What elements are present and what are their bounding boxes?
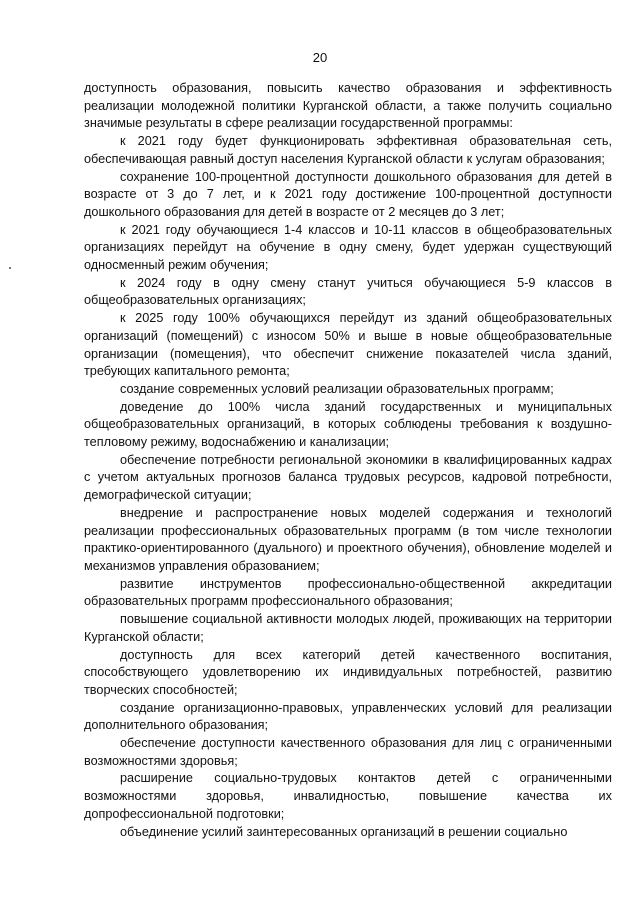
paragraph: объединение усилий заинтересованных организаций в решении социально (120, 824, 568, 839)
paragraph: доступность образования, повысить качество образования и эффективность реализации молодежной политики Курганской области, а также получить социально значимые результаты в сфере реализации государственной программы: (84, 81, 612, 131)
paragraph: доступность для всех категорий детей качественного воспитания, способствующего удовлетворению их индивидуальных потребностей, развитию творческих способностей; (84, 647, 612, 697)
paragraph: расширение социально-трудовых контактов детей с ограниченными возможностями здоровья, инвалидностью, повышение качества их допрофессиональной подготовки; (84, 771, 612, 821)
paragraph: доведение до 100% числа зданий государственных и муниципальных общеобразовательных организаций, в которых соблюдены требования к воздушно-тепловому режиму, водоснабжению и канализации; (84, 399, 612, 450)
paragraph: создание современных условий реализации образовательных программ; (120, 381, 554, 396)
paragraph: внедрение и распространение новых моделей содержания и технологий реализации профессиональных образовательных программ (в том числе технологии практико-ориентированного (дуального) и проектного обучения), обновление моделей и механизмов управления образованием; (84, 505, 612, 573)
paragraph: развитие инструментов профессионально-общественной аккредитации образовательных программ профессионального образования; (84, 576, 612, 609)
document-body (84, 80, 612, 841)
paragraph: к 2021 году будет функционировать эффективная образовательная сеть, обеспечивающая равный доступ населения Курганской области к услугам образования; (84, 134, 612, 166)
paragraph: сохранение 100-процентной доступности дошкольного образования для детей в возрасте от 3 до 7 лет, и к 2021 году достижение 100-процентной доступности дошкольного образования для детей в возрасте от 2 месяцев до 3 лет; (84, 169, 612, 219)
paragraph: повышение социальной активности молодых людей, проживающих на территории Курганской области; (84, 612, 612, 644)
paragraph: к 2024 году в одну смену станут учиться обучающиеся 5-9 классов в общеобразовательных организациях; (84, 275, 612, 308)
paragraph: к 2021 году обучающиеся 1-4 классов и 10-11 классов в общеобразовательных организациях перейдут на обучение в одну смену, будет удержан существующий односменный режим обучения; (84, 222, 612, 273)
scan-mark (9, 267, 11, 269)
paragraph: обеспечение потребности региональной экономики в квалифицированных кадрах с учетом актуальных прогнозов баланса трудовых ресурсов, кадровой потребности, демографической ситуации; (84, 452, 612, 503)
paragraph: создание организационно-правовых, управленческих условий для реализации дополнительного образования; (84, 700, 612, 733)
paragraph: к 2025 году 100% обучающихся перейдут из зданий общеобразовательных организаций (помещений) с износом 50% и выше в новые общеобразовательные организации (помещения), что обеспечит снижение показателей числа зданий, требующих капитального ремонта; (84, 311, 612, 379)
page-number: 20 (312, 50, 328, 65)
paragraph: обеспечение доступности качественного образования для лиц с ограниченными возможностями здоровья; (84, 736, 612, 768)
